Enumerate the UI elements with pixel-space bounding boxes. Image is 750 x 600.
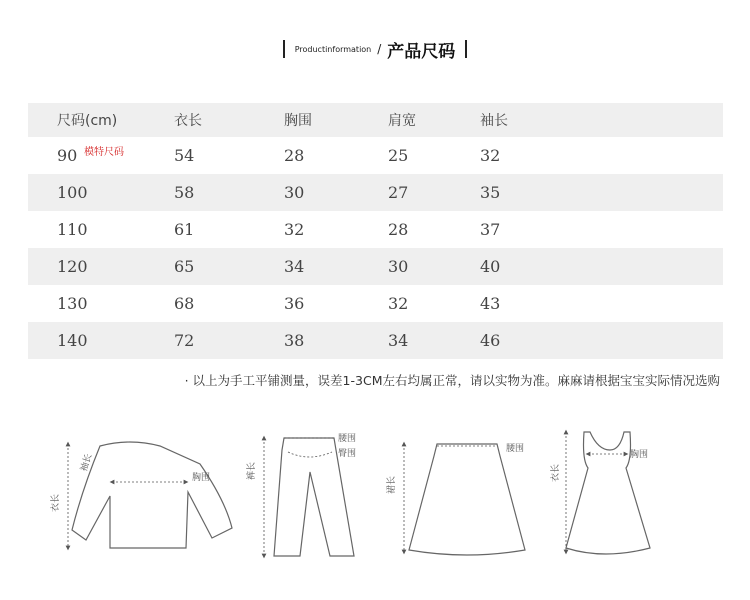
cell-sleeve: 35 [480,183,501,202]
cell-length: 54 [174,146,195,165]
header-right-bar [465,40,467,58]
cell-length: 58 [174,183,195,202]
cell-shoulder: 28 [388,220,409,239]
cell-shoulder: 25 [388,146,409,165]
cell-length: 65 [174,257,195,276]
cell-size: 100 [57,183,88,202]
table-row [28,285,723,322]
header-left-bar [283,40,285,58]
cell-size: 90 [57,146,78,165]
pants-length-label: 裤长 [247,461,257,480]
table-row [28,174,723,211]
col-header-length: 衣长 [174,113,202,129]
cell-size: 110 [57,220,88,239]
top-garment-diagram [49,442,232,548]
cell-sleeve: 32 [480,146,501,165]
dress-chest-label: 胸围 [630,450,649,460]
cell-shoulder: 30 [388,257,409,276]
pants-diagram [245,433,356,556]
cell-sleeve: 37 [480,220,501,239]
top-chest-label: 胸围 [192,473,211,483]
col-header-chest: 胸围 [284,113,312,129]
cell-size: 140 [57,331,88,350]
section-header [0,36,750,62]
cell-size: 130 [57,294,88,313]
table-row [28,248,723,285]
dress-length-label: 衣长 [551,463,561,482]
cell-chest: 34 [284,257,305,276]
header-inner [283,37,468,62]
skirt-outline-icon [409,444,525,555]
cell-chest: 32 [284,220,305,239]
skirt-length-label: 裙长 [387,475,397,494]
col-header-shoulder: 肩宽 [388,113,416,129]
cell-length: 61 [174,220,195,239]
header-chinese-title: 产品尺码 [387,41,456,62]
skirt-waist-label: 腰围 [506,444,525,454]
pants-waist-label: 腰围 [338,434,357,444]
cell-chest: 36 [284,294,305,313]
table-row [28,211,723,248]
cell-sleeve: 43 [480,294,501,313]
col-header-size: 尺码(cm) [57,113,118,129]
cell-shoulder: 27 [388,183,409,202]
cell-size: 120 [57,257,88,276]
cell-shoulder: 34 [388,331,409,350]
top-sleeve-label: 袖长 [79,452,95,473]
table-header-row [28,103,723,137]
cell-shoulder: 32 [388,294,409,313]
cell-chest: 38 [284,331,305,350]
model-size-note: 模特尺码 [84,147,124,158]
cell-chest: 28 [284,146,305,165]
measurement-diagrams [0,420,750,570]
top-length-label: 衣长 [51,493,61,512]
table-row [28,137,723,174]
header-slash: / [377,42,382,56]
size-table [28,103,723,359]
col-header-sleeve: 袖长 [480,113,508,129]
cell-sleeve: 46 [480,331,501,350]
pants-hip-label: 臀围 [338,449,357,459]
cell-chest: 30 [284,183,305,202]
measurement-remark: · 以上为手工平铺测量，误差1-3CM左右均属正常，请以实物为准。麻麻请根据宝宝实际情况选购 [184,373,720,388]
top-outline-icon [72,442,232,548]
dress-diagram [549,432,650,554]
cell-length: 68 [174,294,195,313]
header-english-title: Productinformation [294,44,372,54]
cell-sleeve: 40 [480,257,501,276]
pants-hip-curve-icon [288,452,332,457]
table-row [28,322,723,359]
skirt-diagram [386,443,525,555]
cell-length: 72 [174,331,195,350]
